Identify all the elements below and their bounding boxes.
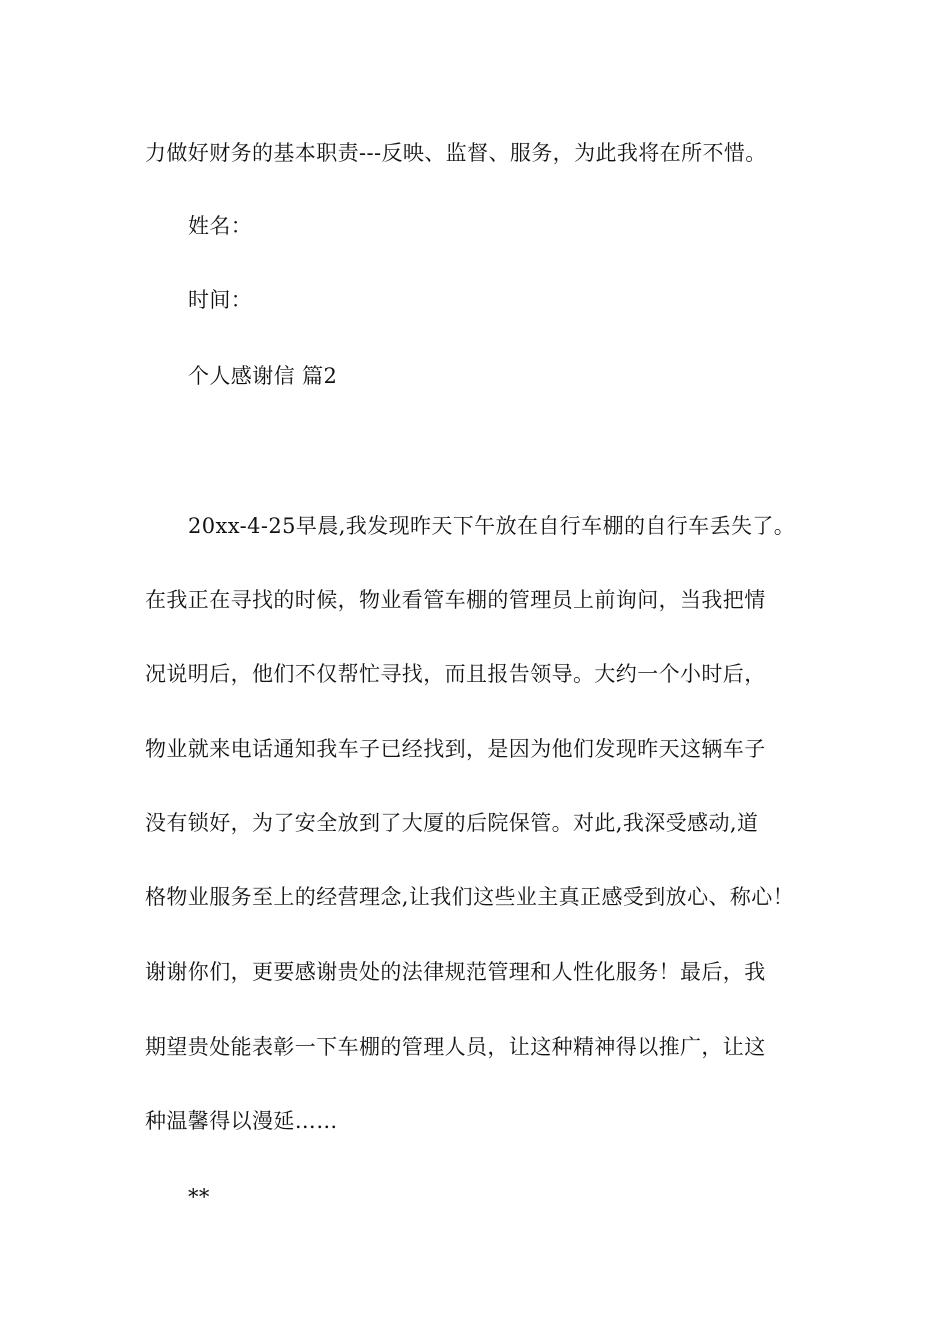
name-label: 姓名：: [188, 214, 253, 238]
paragraph-line: 期望贵处能表彰一下车棚的管理人员，让这种精神得以推广，让这: [145, 1035, 766, 1059]
paragraph-line: 力做好财务的基本职责---反映、监督、服务，为此我将在所不惜。: [145, 141, 767, 165]
paragraph-line: 格物业服务至上的经营理念,让我们这些业主真正感受到放心、称心！: [145, 885, 795, 909]
paragraph-line: 种温馨得以漫延……: [145, 1109, 338, 1133]
paragraph-line: 20xx-4-25早晨,我发现昨天下午放在自行车棚的自行车丢失了。: [188, 514, 796, 538]
paragraph-line: 况说明后，他们不仅帮忙寻找，而且报告领导。大约一个小时后，: [145, 662, 766, 686]
paragraph-line: 在我正在寻找的时候，物业看管车棚的管理员上前询问，当我把情: [145, 588, 766, 612]
time-label: 时间：: [188, 288, 253, 312]
section-heading: 个人感谢信 篇2: [188, 364, 338, 388]
paragraph-line: 物业就来电话通知我车子已经找到，是因为他们发现昨天这辆车子: [145, 737, 766, 761]
paragraph-line: 没有锁好，为了安全放到了大厦的后院保管。对此,我深受感动,道: [145, 811, 759, 835]
paragraph-line: 谢谢你们，更要感谢贵处的法律规范管理和人性化服务！最后，我: [145, 960, 766, 984]
signature-placeholder: **: [188, 1185, 210, 1209]
